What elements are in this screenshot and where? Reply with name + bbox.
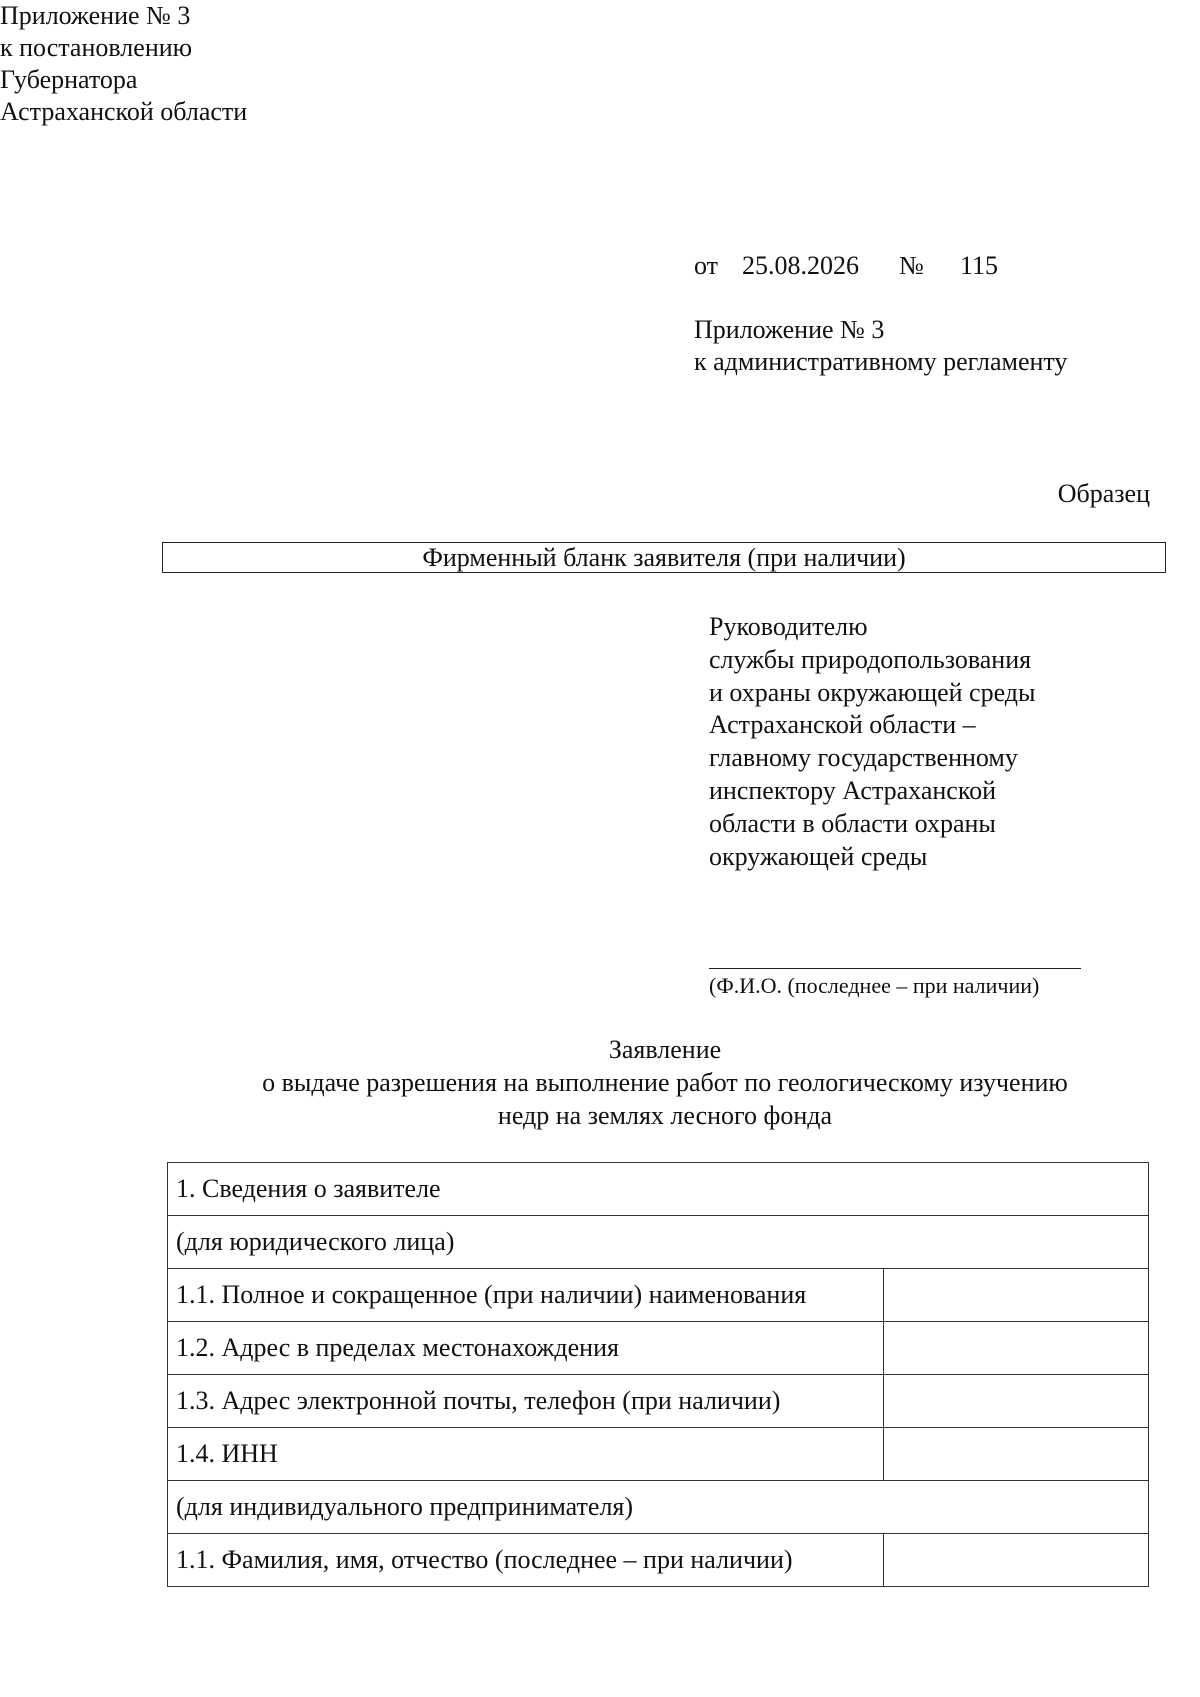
title-line: Заявление (608, 1035, 722, 1064)
appendix-line: Приложение № 3 (0, 1, 191, 30)
table-row (168, 1428, 1149, 1481)
title-line: о выдаче разрешения на выполнение работ по геологическому изучению (262, 1068, 1068, 1097)
addressee-line: области в области охраны (709, 808, 996, 838)
table-row (168, 1269, 1149, 1322)
title-line: недр на землях лесного фонда (497, 1101, 833, 1130)
field-label-cell: 1.1. Фамилия, имя, отчество (последнее – при наличии) (168, 1534, 884, 1587)
field-label-cell: 1.1. Полное и сокращенное (при наличии) наименования (168, 1269, 884, 1322)
field-value-cell[interactable] (883, 1534, 1148, 1587)
field-label-cell: 1.4. ИНН (168, 1428, 884, 1481)
appendix-block-regulation (694, 314, 1067, 378)
date-prefix: от (694, 251, 719, 280)
appendix-block-resolution (0, 0, 1200, 128)
number-sign: № (899, 251, 924, 280)
applicant-info-table (167, 1162, 1149, 1587)
document-title (0, 1033, 1200, 1132)
resolution-date: 25.08.2026 (742, 251, 859, 280)
field-value-cell[interactable] (883, 1428, 1148, 1481)
addressee-line: и охраны окружающей среды (709, 677, 1036, 707)
field-label-cell: 1.3. Адрес электронной почты, телефон (при наличии) (168, 1375, 884, 1428)
table-row (168, 1216, 1149, 1269)
signature-underline[interactable] (709, 968, 1081, 969)
field-value-cell[interactable] (883, 1322, 1148, 1375)
field-value-cell[interactable] (883, 1375, 1148, 1428)
letterhead-box: Фирменный бланк заявителя (при наличии) (162, 542, 1166, 573)
addressee-line: Астраханской области – (709, 710, 976, 740)
signature-caption: (Ф.И.О. (последнее – при наличии) (709, 973, 1040, 998)
table-row (168, 1481, 1149, 1534)
addressee-line: главному государственному (709, 743, 1018, 773)
addressee-line: инспектору Астраханской (709, 775, 997, 805)
resolution-number: 115 (960, 251, 999, 280)
appendix-line: к административному регламенту (694, 347, 1068, 376)
appendix-line: Губернатора (0, 65, 138, 94)
table-row (168, 1375, 1149, 1428)
subsection-cell: (для индивидуального предпринимателя) (168, 1481, 1149, 1534)
appendix-line: Астраханской области (0, 97, 248, 126)
sample-label: Образец (1057, 479, 1150, 508)
field-value-cell[interactable] (883, 1269, 1148, 1322)
addressee-line: службы природопользования (709, 644, 1032, 674)
table-row (168, 1163, 1149, 1216)
appendix-line: Приложение № 3 (694, 315, 885, 344)
table-row (168, 1534, 1149, 1587)
date-number-row (694, 250, 999, 282)
appendix-line: к постановлению (0, 33, 193, 62)
addressee-line: окружающей среды (709, 841, 928, 871)
section-heading-cell: 1. Сведения о заявителе (168, 1163, 1149, 1216)
table-row (168, 1322, 1149, 1375)
addressee-block (709, 611, 1035, 873)
addressee-line: Руководителю (709, 612, 868, 641)
subsection-cell: (для юридического лица) (168, 1216, 1149, 1269)
field-label-cell: 1.2. Адрес в пределах местонахождения (168, 1322, 884, 1375)
